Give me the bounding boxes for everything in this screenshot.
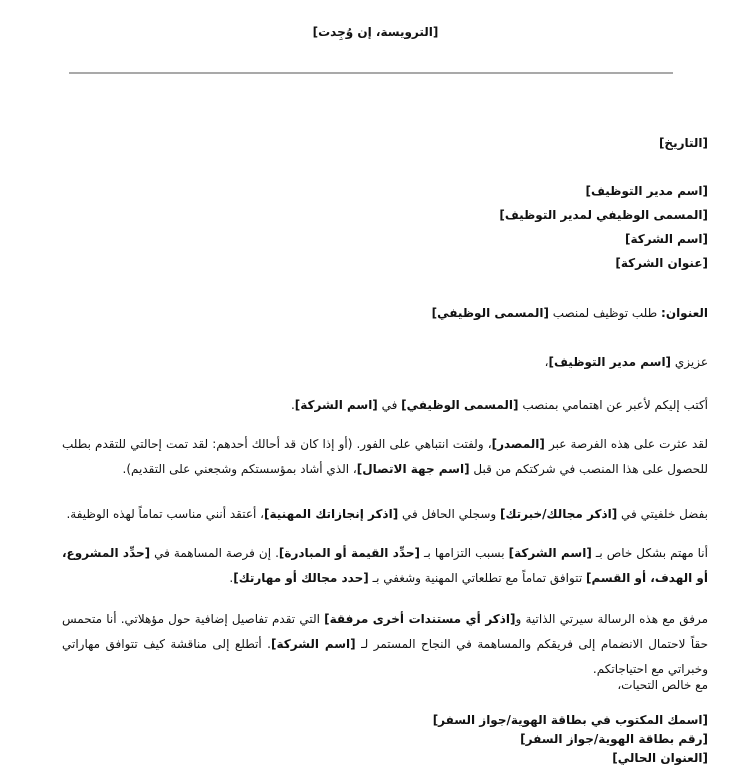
p3-field: [اذكر مجالك/خبرتك] bbox=[500, 507, 618, 521]
p3-text-3: ، أعتقد أنني مناسب تماماً لهذه الوظيفة. bbox=[66, 507, 265, 521]
recipient-hiring-manager-title: [المسمى الوظيفي لمدير التوظيف] bbox=[499, 208, 708, 222]
recipient-block bbox=[499, 179, 708, 275]
p3-achievements: [اذكر إنجازاتك المهنية] bbox=[264, 507, 399, 521]
p4-project: [حدِّد المشروع، أو الهدف، أو القسم] bbox=[62, 546, 708, 585]
p1-text-1: أكتب إليكم لأعبر عن اهتمامي بمنصب bbox=[518, 398, 708, 412]
signature-full-name: [اسمك المكتوب في بطاقة الهوية/جواز السفر] bbox=[432, 713, 708, 727]
p2-contact-name: [اسم جهة الاتصال] bbox=[356, 462, 470, 476]
subject-label: العنوان: bbox=[661, 306, 708, 320]
p4-text-1: أنا مهتم بشكل خاص بـ bbox=[591, 546, 708, 560]
signature-block bbox=[433, 711, 708, 768]
greeting-line bbox=[545, 350, 708, 374]
date-placeholder bbox=[659, 131, 708, 155]
p1-company-name: [اسم الشركة] bbox=[294, 398, 378, 412]
p2-source: [المصدر] bbox=[491, 437, 545, 451]
p5-text-3: . أتطلع إلى مناقشة كيف تتوافق مهاراتي وخبراتي مع احتياجاتكم. bbox=[62, 637, 708, 676]
paragraph-interest bbox=[62, 393, 708, 418]
p2-text-2: ، ولفتت انتباهي على الفور. (أو إذا كان قد أحالك أحدهم: لقد تمت إحالتي للتقدم بطلب للحصول على هذا المنصب في شركتكم من قبل bbox=[62, 437, 708, 476]
recipient-company-address: [عنوان الشركة] bbox=[615, 256, 708, 270]
p3-text-1: بفضل خلفيتي في bbox=[617, 507, 708, 521]
signature-id-number: [رقم بطاقة الهوية/جواز السفر] bbox=[520, 732, 708, 746]
paragraph-background bbox=[62, 502, 708, 527]
subject-job-title: [المسمى الوظيفي] bbox=[431, 306, 549, 320]
recipient-hiring-manager-name: [اسم مدير التوظيف] bbox=[585, 184, 708, 198]
p5-text-1: مرفق مع هذه الرسالة سيرتي الذاتية و bbox=[515, 612, 708, 626]
p4-value: [حدِّد القيمة أو المبادرة] bbox=[278, 546, 421, 560]
p2-text-1: لقد عثرت على هذه الفرصة عبر bbox=[544, 437, 708, 451]
p3-text-2: وسجلي الحافل في bbox=[398, 507, 500, 521]
paragraph-attachments bbox=[62, 607, 708, 682]
p1-text-2: في bbox=[377, 398, 402, 412]
signature-address: [العنوان الحالي] bbox=[612, 751, 708, 765]
paragraph-company-interest bbox=[62, 541, 708, 591]
p2-text-3: ، الذي أشاد بمؤسستكم وشجعني على التقديم). bbox=[122, 462, 357, 476]
p1-text-3: . bbox=[290, 398, 295, 412]
p4-text-3: . إن فرصة المساهمة في bbox=[150, 546, 279, 560]
p4-skill: [حدد مجالك أو مهارتك] bbox=[233, 571, 369, 585]
greeting-text: عزيزي bbox=[671, 355, 708, 369]
greeting-end: ، bbox=[544, 355, 549, 369]
p4-company-name: [اسم الشركة] bbox=[508, 546, 592, 560]
p1-job-title: [المسمى الوظيفي] bbox=[401, 398, 519, 412]
p4-text-5: . bbox=[229, 571, 234, 585]
subject-text: طلب توظيف لمنصب bbox=[548, 306, 662, 320]
p5-text-2: التي تقدم تفاصيل إضافية حول مؤهلاتي. أنا متحمس حقاً لاحتمال الانضمام إلى فريقكم والمساهمة في النجاح المستمر لـ bbox=[62, 612, 708, 651]
date-text: [التاريخ] bbox=[658, 136, 708, 150]
horizontal-divider bbox=[69, 72, 673, 74]
subject-line bbox=[432, 301, 708, 325]
closing-line: مع خالص التحيات، bbox=[617, 678, 708, 692]
letterhead-placeholder: [الترويسة، إن وُجِدت] bbox=[312, 25, 439, 39]
p5-attachments: [اذكر أي مستندات أخرى مرفقة] bbox=[324, 612, 516, 626]
p4-text-2: بسبب التزامها بـ bbox=[420, 546, 509, 560]
recipient-company-name: [اسم الشركة] bbox=[624, 232, 708, 246]
p4-text-4: تتوافق تماماً مع تطلعاتي المهنية وشغفي بـ bbox=[368, 571, 586, 585]
greeting-name: [اسم مدير التوظيف] bbox=[548, 355, 672, 369]
p5-company-name: [اسم الشركة] bbox=[271, 637, 356, 651]
paragraph-source bbox=[62, 432, 708, 482]
